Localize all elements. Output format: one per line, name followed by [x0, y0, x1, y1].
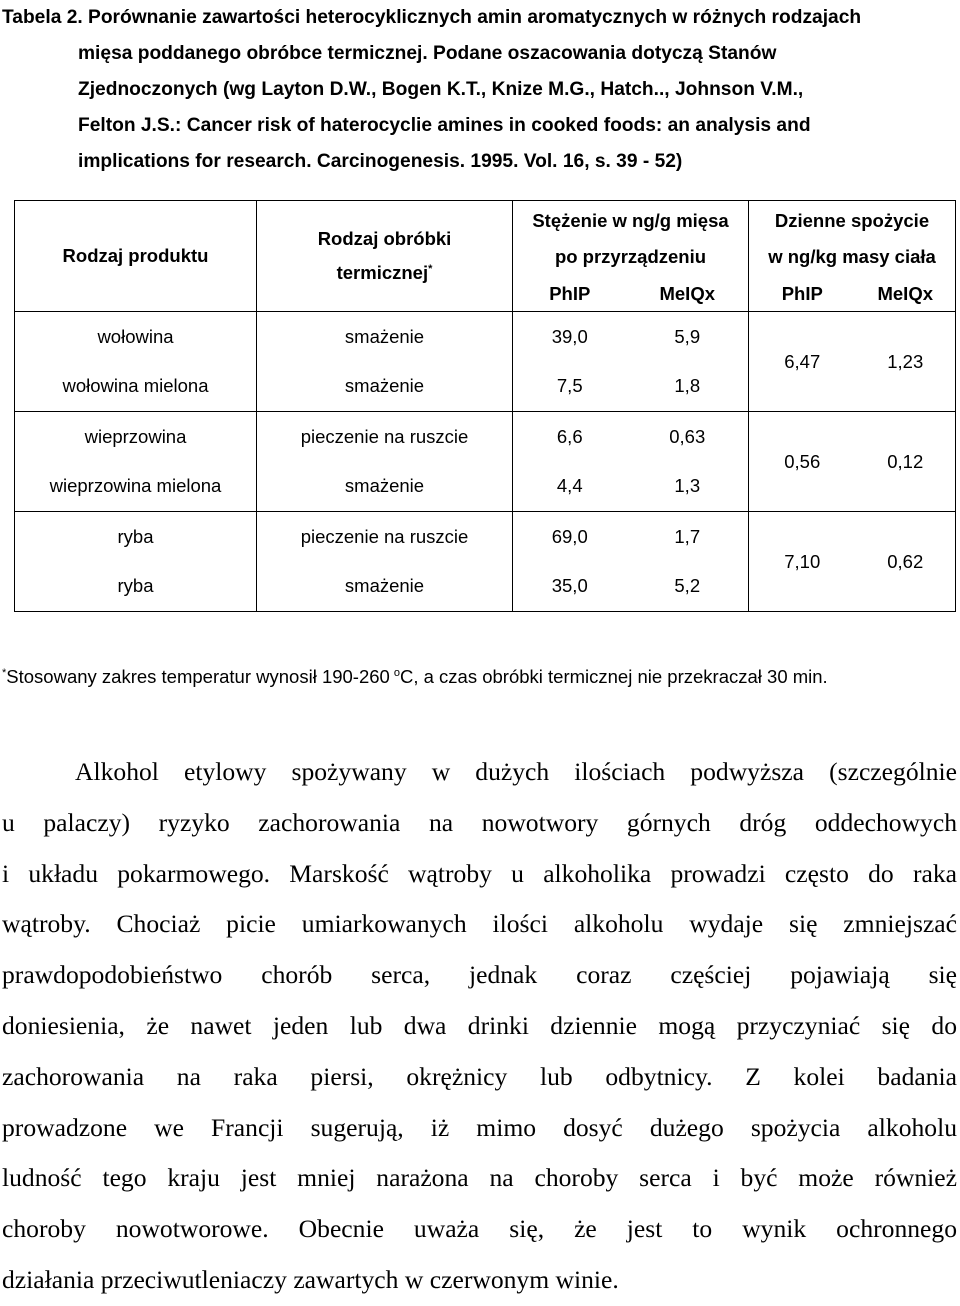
- header-product: Rodzaj produktu: [15, 201, 257, 312]
- header-intake-line2: w ng/kg masy ciała: [768, 246, 936, 268]
- cell-treatment: smażenie: [257, 362, 513, 412]
- table-caption: [2, 0, 954, 180]
- caption-line: mięsa poddanego obróbce termicznej. Podane oszacowania dotyczą Stanów: [78, 43, 777, 64]
- cell-meiqx: 1,7: [627, 512, 749, 562]
- paragraph-line: zachorowania na raka piersi, okrężnicy lub odbytnicy. Z kolei badania: [2, 1061, 957, 1091]
- table-row: [15, 312, 956, 362]
- cell-meiqx: 5,9: [627, 312, 749, 362]
- cell-meiqx: 0,63: [627, 412, 749, 462]
- header-treatment-line2-text: termicznej: [336, 262, 429, 283]
- cell-phip: 39,0: [551, 325, 588, 347]
- cell-phip: 35,0: [513, 562, 627, 612]
- cell-product: wieprzowina mielona: [15, 462, 257, 512]
- header-intake-meiqx: MeIQx: [856, 278, 956, 312]
- table-row: [15, 412, 956, 462]
- paragraph-line: działania przeciwutleniaczy zawartych w czerwonym winie.: [2, 1264, 619, 1294]
- caption-line: Zjednoczonych (wg Layton D.W., Bogen K.T., Knize M.G., Hatch.., Johnson V.M.,: [78, 79, 804, 100]
- cell-treatment: pieczenie na ruszcie: [257, 512, 513, 562]
- cell-treatment: pieczenie na ruszcie: [257, 412, 513, 462]
- footnote-mark: *: [2, 666, 7, 679]
- header-treatment-line2: [257, 256, 512, 290]
- header-concentration-line1: Stężenie w ng/g mięsa: [532, 210, 729, 232]
- paragraph-line: prawdopodobieństwo chorób serca, jednak coraz częściej pojawiają się: [2, 960, 957, 990]
- cell-product: wieprzowina: [15, 412, 257, 462]
- table-row: [15, 512, 956, 562]
- header-intake-phip: PhIP: [749, 278, 856, 312]
- body-paragraph: [2, 747, 957, 1306]
- paragraph-line: ludność tego kraju jest mniej narażona na choroby serca i być może również: [2, 1163, 957, 1193]
- paragraph-line: i układu pokarmowego. Marskość wątroby u alkoholika prowadzi często do raka: [2, 858, 957, 888]
- cell-intake-phip: 0,56: [749, 412, 856, 512]
- header-conc-phip: PhIP: [513, 278, 627, 312]
- cell-intake-phip: 6,47: [749, 312, 856, 412]
- caption-line: Tabela 2. Porównanie zawartości heterocyklicznych amin aromatycznych w różnych rodzajach: [2, 7, 862, 28]
- cell-phip: 69,0: [551, 525, 588, 547]
- cell-phip: 4,4: [513, 462, 627, 512]
- cell-treatment: smażenie: [257, 562, 513, 612]
- paragraph-line: choroby nowotworowe. Obecnie uważa się, że jest to wynik ochronnego: [2, 1214, 957, 1244]
- paragraph-line: wątroby. Chociaż picie umiarkowanych ilości alkoholu wydaje się zmniejszać: [2, 909, 957, 939]
- paragraph-line: prowadzone we Francji sugerują, iż mimo dosyć dużego spożycia alkoholu: [2, 1112, 957, 1142]
- cell-treatment: smażenie: [257, 462, 513, 512]
- cell-intake-meiqx: 0,62: [856, 512, 956, 612]
- hca-table: [14, 200, 956, 612]
- cell-meiqx: 1,3: [627, 462, 749, 512]
- header-intake-line1: Dzienne spożycie: [774, 210, 930, 232]
- cell-treatment: smażenie: [257, 312, 513, 362]
- header-concentration-line2: po przyrządzeniu: [554, 246, 707, 268]
- cell-meiqx: 1,8: [627, 362, 749, 412]
- cell-intake-meiqx: 1,23: [856, 312, 956, 412]
- header-treatment-line1: Rodzaj obróbki: [317, 228, 452, 249]
- header-intake: [749, 201, 956, 278]
- header-conc-meiqx: MeIQx: [627, 278, 749, 312]
- cell-product: wołowina: [15, 312, 257, 362]
- paragraph-line: doniesienia, że nawet jeden lub dwa drinki dziennie mogą przyczyniać się do: [2, 1010, 957, 1040]
- table-footnote: [2, 664, 957, 690]
- cell-phip: 7,5: [513, 362, 627, 412]
- footnote-text-before: Stosowany zakres temperatur wynosił 190-260: [6, 666, 390, 687]
- header-concentration: [513, 201, 749, 278]
- cell-meiqx: 5,2: [627, 562, 749, 612]
- caption-line: Felton J.S.: Cancer risk of haterocyclie amines in cooked foods: an analysis and: [78, 115, 811, 136]
- cell-product: ryba: [15, 512, 257, 562]
- cell-phip: 6,6: [556, 425, 583, 447]
- footnote-degree: o: [393, 666, 400, 679]
- header-treatment: [257, 201, 513, 312]
- paragraph-line: Alkohol etylowy spożywany w dużych ilościach podwyższa (szczególnie: [75, 757, 957, 786]
- cell-intake-phip: 7,10: [749, 512, 856, 612]
- footnote-text-after: C, a czas obróbki termicznej nie przekraczał 30 min.: [399, 666, 828, 687]
- header-treatment-mark: *: [428, 262, 433, 275]
- caption-line: implications for research. Carcinogenesis. 1995. Vol. 16, s. 39 - 52): [78, 151, 683, 172]
- cell-product: ryba: [15, 562, 257, 612]
- cell-intake-meiqx: 0,12: [856, 412, 956, 512]
- paragraph-line: u palaczy) ryzyko zachorowania na nowotwory górnych dróg oddechowych: [2, 807, 957, 837]
- cell-product: wołowina mielona: [15, 362, 257, 412]
